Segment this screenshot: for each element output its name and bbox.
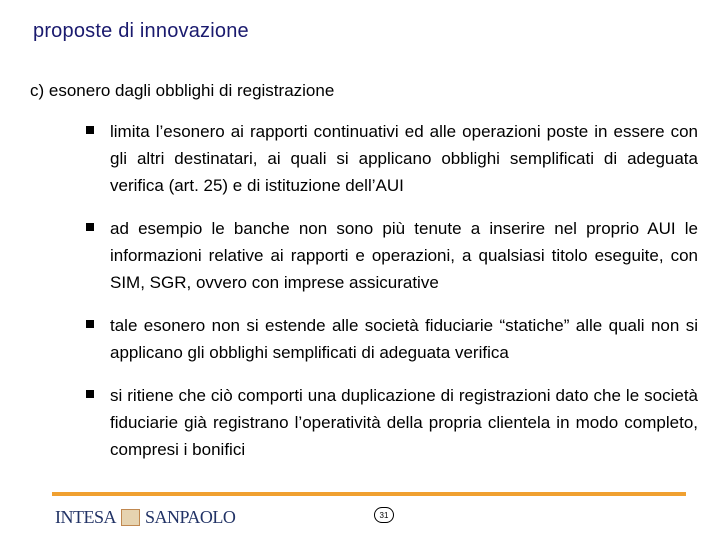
bullet-list [82, 118, 698, 479]
square-bullet-icon [86, 390, 94, 398]
bullet-item [82, 215, 698, 296]
slide-subtitle: c) esonero dagli obblighi di registrazione [30, 81, 335, 100]
bullet-item [82, 312, 698, 366]
square-bullet-icon [86, 223, 94, 231]
bullet-item [82, 382, 698, 463]
bullet-text: tale esonero non si estende alle società fiduciarie “statiche” alle quali non si applicano gli obblighi semplificati di adeguata verifica [110, 316, 698, 362]
logo-text-sanpaolo: SANPAOLO [145, 506, 236, 527]
square-bullet-icon [86, 320, 94, 328]
bullet-item [82, 118, 698, 199]
footer-divider [52, 492, 686, 496]
logo-text-intesa: INTESA [55, 506, 116, 527]
bullet-text: si ritiene che ciò comporti una duplicazione di registrazioni dato che le società fiduciarie già registrano l’operatività della propria clientela in modo completo, compresi i bonifici [110, 386, 698, 459]
square-bullet-icon [86, 126, 94, 134]
page-number: 31 [374, 507, 394, 523]
bullet-text: ad esempio le banche non sono più tenute a inserire nel proprio AUI le informazioni relative ai rapporti e operazioni, a qualsiasi titolo eseguite, con SIM, SGR, ovvero con imprese assicurative [110, 219, 698, 292]
intesa-sanpaolo-logo [55, 505, 235, 529]
logo-mark-icon [121, 509, 140, 526]
slide-title: proposte di innovazione [33, 20, 249, 42]
bullet-text: limita l’esonero ai rapporti continuativi ed alle operazioni poste in essere con gli altri destinatari, ai quali si applicano obblighi semplificati di adeguata verifica (art. 25) e di istituzione dell’AUI [110, 122, 698, 195]
